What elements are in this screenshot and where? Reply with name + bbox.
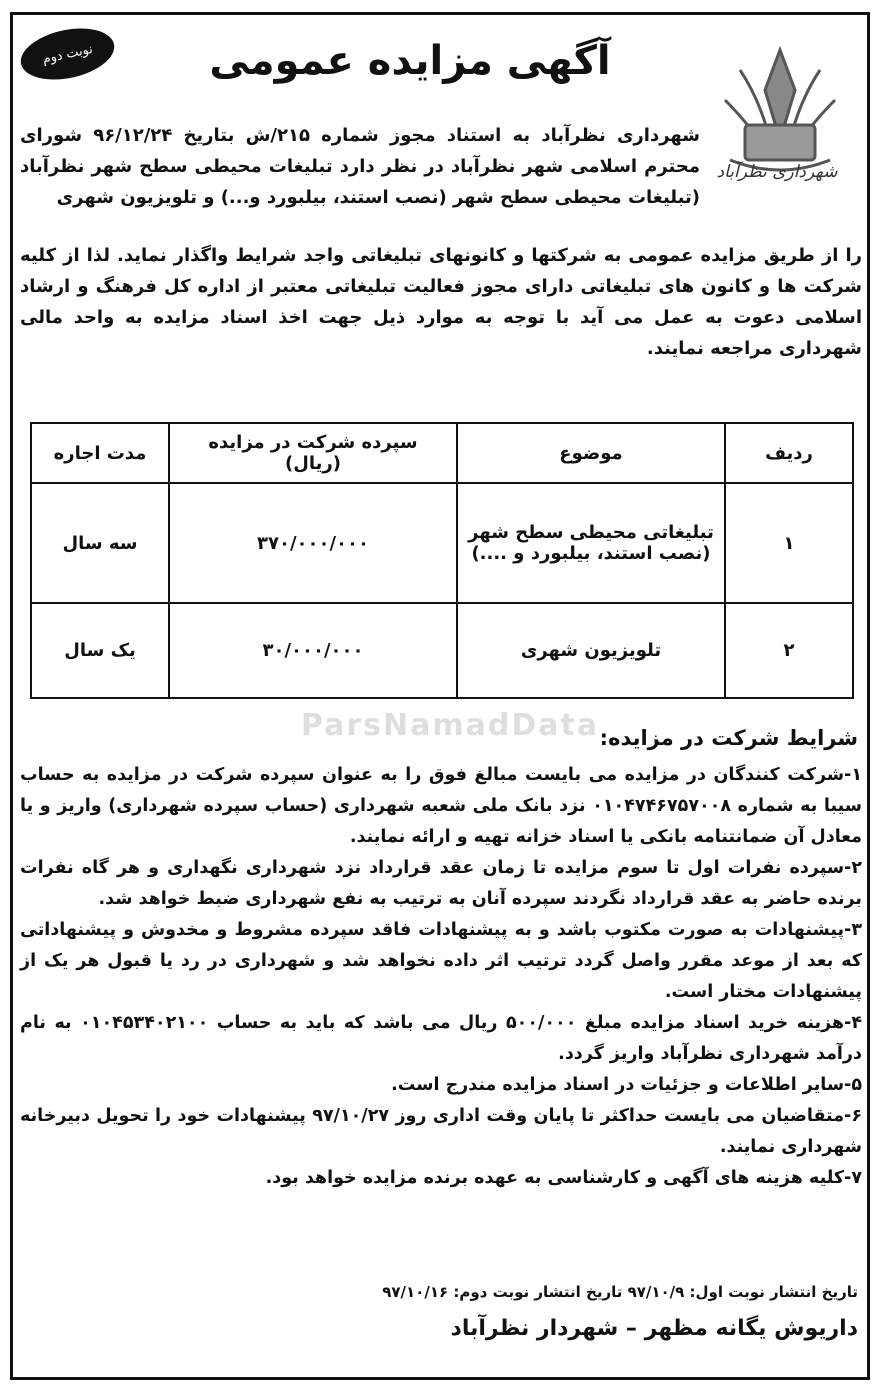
row-subject — [457, 483, 725, 603]
row-duration: سه سال — [31, 483, 169, 603]
conditions-heading: شرایط شرکت در مزایده: — [599, 726, 858, 750]
condition-item: ۴-هزینه خرید اسناد مزایده مبلغ ۵۰۰/۰۰۰ ریال می باشد که باید به حساب ۰۱۰۴۵۳۴۰۲۱۰۰ به نام درآمد شهرداری نظرآباد واریز گردد. — [20, 1013, 863, 1064]
table-row — [31, 483, 853, 603]
header-row-number: ردیف — [725, 423, 853, 483]
row-number: ۱ — [725, 483, 853, 603]
intro-paragraph-bottom: را از طریق مزایده عمومی به شرکتها و کانونهای تبلیغاتی واجد شرایط واگذار نماید. لذا از کلیه شرکت ها و کانون های تبلیغاتی دارای مجوز فعالیت تبلیغاتی معتبر از اداره کل فرهنگ و ارشاد اسلامی دعوت به عمل می آید با توجه به موارد ذیل جهت اخذ اسناد مزایده به واحد مالی شهرداری مراجعه نمایند. — [20, 245, 862, 359]
notice-title: آگهی مزایده عمومی — [209, 38, 611, 84]
second-publication-badge: نوبت دوم — [16, 21, 119, 88]
publication-dates: تاریخ انتشار نوبت اول: ۹۷/۱۰/۹ تاریخ انتشار نوبت دوم: ۹۷/۱۰/۱۶ — [382, 1283, 858, 1301]
header-subject: موضوع — [457, 423, 725, 483]
row-subject-line: (نصب استند، بیلبورد و ....) — [471, 543, 711, 564]
header-duration: مدت اجاره — [31, 423, 169, 483]
auction-items-table — [30, 422, 854, 699]
mayor-signature: داریوش یگانه مظهر – شهردار نظرآباد — [450, 1316, 858, 1341]
row-deposit: ۳۷۰/۰۰۰/۰۰۰ — [169, 483, 457, 603]
condition-item: ۳-پیشنهادات به صورت مکتوب باشد و به پیشنهادات فاقد سپرده مشروط و مخدوش و پیشنهاداتی که بعد از موعد مقرر واصل گردد ترتیب اثر داده نخواهد شد و شهرداری در رد یا قبول هر یک از پیشنهادات مختار است. — [20, 920, 862, 1002]
table-header-row — [31, 423, 853, 483]
condition-item: ۱-شرکت کنندگان در مزایده می بایست مبالغ فوق را به عنوان سپرده شرکت در مزایده به حساب سیبا به شماره ۰۱۰۴۷۴۶۷۵۷۰۰۸ نزد بانک ملی شعبه شهرداری (حساب سپرده شهرداری) واریز و یا معادل آن ضمانتنامه بانکی یا اسناد خزانه تهیه و ارائه نمایند. — [20, 765, 863, 847]
row-subject — [457, 603, 725, 698]
logo-caption: شهرداری نظرآباد — [716, 162, 838, 182]
condition-item: ۶-متقاضیان می بایست حداکثر تا پایان وقت اداری روز ۹۷/۱۰/۲۷ پیشنهادات خود را تحویل دبیرخانه شهرداری نمایند. — [20, 1106, 862, 1157]
row-duration: یک سال — [31, 603, 169, 698]
intro-paragraph-top: شهرداری نظرآباد به استناد مجوز شماره ۲۱۵/ش بتاریخ ۹۶/۱۲/۲۴ شورای محترم اسلامی شهر نظرآباد در نظر دارد تبلیغات محیطی سطح شهر نظرآباد (تبلیغات محیطی سطح شهر (نصب استند، بیلبورد و...) و تلویزیون شهری — [20, 125, 700, 208]
table-row — [31, 603, 853, 698]
row-subject-line: تبلیغاتی محیطی سطح شهر — [468, 522, 714, 543]
condition-item: ۵-سایر اطلاعات و جزئیات در اسناد مزایده مندرج است. — [391, 1075, 862, 1095]
row-subject-line: تلویزیون شهری — [520, 640, 662, 661]
header-deposit: سپرده شرکت در مزایده (ریال) — [169, 423, 457, 483]
condition-item: ۷-کلیه هزینه های آگهی و کارشناسی به عهده برنده مزایده خواهد بود. — [265, 1168, 862, 1188]
watermark-text: ParsNamadData — [300, 708, 600, 743]
row-number: ۲ — [725, 603, 853, 698]
condition-item: ۲-سپرده نفرات اول تا سوم مزایده تا زمان عقد قرارداد نزد شهرداری نگهداری و هر گاه نفرات برنده حاضر به عقد قرارداد نگردند سپرده آنان به ترتیب به نفع شهرداری ضبط خواهد شد. — [20, 858, 862, 909]
row-deposit: ۳۰/۰۰۰/۰۰۰ — [169, 603, 457, 698]
conditions-list — [20, 760, 862, 1194]
